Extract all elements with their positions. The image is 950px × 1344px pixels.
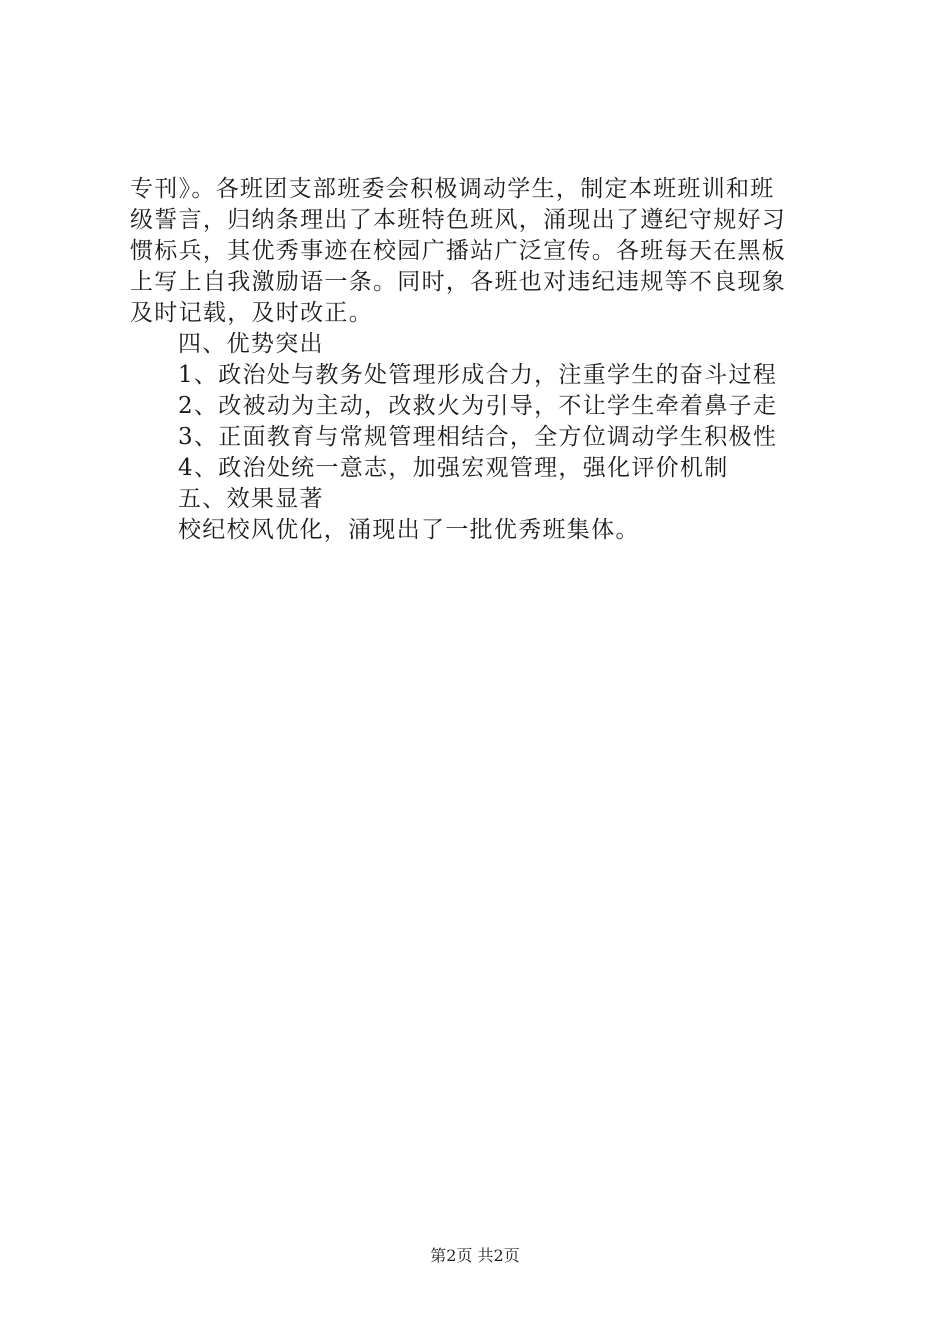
section-heading-advantages: 四、优势突出	[178, 331, 324, 357]
list-item: 1、政治处与教务处管理形成合力，注重学生的奋斗过程	[178, 362, 778, 388]
list-item: 4、政治处统一意志，加强宏观管理，强化评价机制	[178, 455, 729, 481]
text-line: 上写上自我激励语一条。同时，各班也对违纪违规等不良现象	[130, 269, 787, 295]
text-line: 校纪校风优化，涌现出了一批优秀班集体。	[178, 517, 640, 543]
text-line: 级誓言，归纳条理出了本班特色班风，涌现出了遵纪守规好习	[130, 207, 787, 233]
text-line: 专刊》。各班团支部班委会积极调动学生，制定本班班训和班	[130, 176, 775, 202]
text-line: 及时记载，及时改正。	[130, 300, 373, 326]
list-item: 2、改被动为主动，改救火为引导，不让学生牵着鼻子走	[178, 393, 778, 419]
page-footer: 第2页 共2页	[430, 1246, 520, 1265]
text-line: 惯标兵，其优秀事迹在校园广播站广泛宣传。各班每天在黑板	[130, 238, 787, 264]
section-heading-results: 五、效果显著	[178, 486, 324, 512]
list-item: 3、正面教育与常规管理相结合，全方位调动学生积极性	[178, 424, 778, 450]
document-body	[130, 174, 830, 546]
